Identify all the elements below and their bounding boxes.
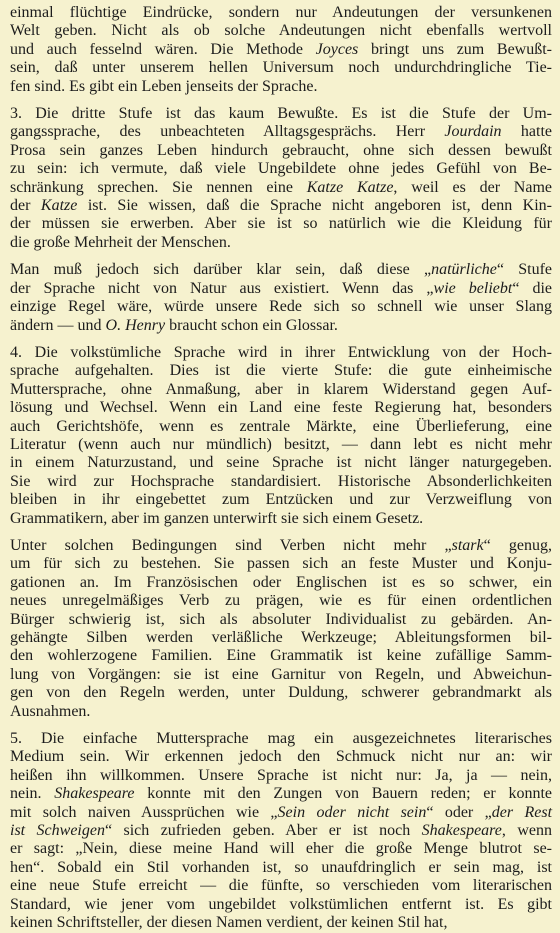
text-line: sprache aufgehalten. Dies ist die vierte Stufe: die gute einheimische: [10, 362, 552, 380]
text-line: gehängte Silben werden verläßliche Werkzeuge; Ableitungsformen bil-: [10, 629, 552, 646]
italic-phrase: Joyces: [315, 40, 359, 58]
text-line: bleiben in ihr eingebettet zum Entzücken und zur Verzweiflung von: [10, 491, 552, 509]
text-line: Standard, wie jener vom ungebildet volkstümlichen entfernt ist. Es gibt: [10, 895, 552, 913]
text-line: keinen Schriftsteller, der diesen Namen verdient, der keinen Stil hat,: [10, 914, 448, 932]
text-line: Bürger schwierig ist, sich als absoluter Individualist zu gebärden. An-: [10, 610, 552, 628]
text-line: 3. Die dritte Stufe ist das kaum Bewußte. Es ist die Stufe der Um-: [10, 105, 552, 123]
paragraph: [10, 4, 552, 96]
text-line: neues unregelmäßiges Verb zu prägen, wie es für einen ordentlichen: [10, 592, 552, 610]
italic-phrase: Katze: [40, 197, 78, 215]
text-line: gangssprache, des unbeachteten Alltagsgesprächs. Herr Jourdain hatte: [10, 123, 552, 141]
italic-phrase: Katze: [306, 178, 344, 196]
text-line: Prosa sein ganzes Leben hindurch gebraucht, ohne sich dessen bewußt: [10, 141, 552, 159]
text-line: fen sind. Es gibt ein Leben jenseits der Sprache.: [10, 77, 318, 95]
text-line: schränkung sprechen. Sie nennen eine Katze Katze, weil es der Name: [10, 178, 552, 196]
page-body: [10, 4, 552, 933]
text-line: Muttersprache, ohne Anmaßung, aber in klarem Widerstand gegen Auf-: [10, 380, 552, 398]
text-line: ändern — und O. Henry braucht schon ein Glossar.: [10, 316, 338, 334]
italic-phrase: Sein oder nicht sein: [277, 803, 427, 821]
text-line: in einem Naturzustand, und seine Sprache ist nicht länger naturgegeben.: [10, 454, 552, 472]
text-line: Ausnahmen.: [10, 702, 91, 720]
text-line: Medium sein. Wir erkennen jedoch den Schmuck nicht nur an: wir: [10, 748, 552, 766]
text-line: den wohlerzogene Familien. Eine Grammatik ist keine zufällige Samm-: [10, 647, 552, 665]
text-line: der müssen sie erwerben. Aber sie ist so natürlich wie die Kleidung für: [10, 215, 552, 233]
italic-phrase: ist Schweigen: [10, 822, 105, 840]
text-line: Literatur (wenn auch nur mündlich) besitzt, — dann lebt es nicht mehr: [10, 435, 552, 453]
text-line: Welt geben. Nicht als ob solche Andeutungen nicht ebenfalls wertvoll: [10, 22, 552, 40]
italic-phrase: O. Henry: [105, 316, 166, 334]
italic-phrase: wie beliebt: [433, 279, 513, 297]
text-line: Sie wird zur Hochsprache standardisiert. Historische Absonderlichkeiten: [10, 472, 552, 490]
text-line: lung von Vorgängen: sie ist eine Garnitur von Regeln, und Abweichun-: [10, 665, 552, 683]
text-line: 4. Die volkstümliche Sprache wird in ihrer Entwicklung von der Hoch-: [10, 343, 552, 361]
text-line: einmal flüchtige Eindrücke, sondern nur Andeutungen der versunkenen: [10, 4, 552, 21]
text-line: hen“. Sobald ein Stil vorhanden ist, so unaufdringlich er sein mag, ist: [10, 858, 552, 876]
text-line: sein, daß unter unserem hellen Universum noch undurchdringliche Tie-: [10, 59, 552, 77]
text-line: eine neue Stufe erreicht — die fünfte, so verschieden vom literarischen: [10, 877, 552, 895]
text-line: gen von den Regeln werden, unter Duldung, schwerer gebrandmarkt als: [10, 684, 552, 702]
text-line: und auch fesselnd wären. Die Methode Joyces bringt uns zum Bewußt-: [10, 40, 552, 58]
text-line: der Sprache nicht von Natur aus existiert. Wenn das „wie beliebt“ die: [10, 279, 553, 297]
text-line: gationen an. Im Französischen oder Englischen ist es so schwer, ein: [10, 573, 552, 591]
italic-phrase: der Rest: [491, 803, 553, 821]
text-line: Unter solchen Bedingungen sind Verben nicht mehr „stark“ genug,: [10, 536, 552, 554]
text-line: heißen ihn willkommen. Unsere Sprache ist nicht nur: Ja, ja — nein,: [10, 766, 552, 784]
text-line: Man muß jedoch sich darüber klar sein, daß diese „natürliche“ Stufe: [10, 261, 553, 279]
text-line: mit solch naiven Aussprüchen wie „Sein oder nicht sein“ oder „der Rest: [10, 803, 553, 821]
paragraph: [10, 105, 552, 252]
text-line: ist Schweigen“ sich zufrieden geben. Aber er ist noch Shakespeare, wenn: [10, 822, 552, 840]
text-line: 5. Die einfache Muttersprache mag ein ausgezeichnetes literarisches: [10, 730, 552, 748]
italic-phrase: natürliche: [431, 261, 497, 279]
text-line: die große Mehrheit der Menschen.: [10, 233, 231, 251]
text-line: lösung und Wechsel. Wenn ein Land eine feste Regierung hat, besonders: [10, 399, 552, 417]
paragraph: [10, 537, 552, 721]
text-line: um für sich zu bestehen. Sie passen sich an feste Muster und Konju-: [10, 555, 552, 573]
paragraph: [10, 261, 552, 335]
text-line: einzige Regel wäre, würde unsere Rede sich so schnell wie unser Slang: [10, 298, 552, 316]
italic-phrase: Shakespeare: [54, 785, 135, 803]
italic-phrase: Jourdain: [444, 123, 502, 141]
text-line: nein. Shakespeare konnte mit den Zungen von Bauern reden; er konnte: [10, 785, 553, 803]
italic-phrase: Katze: [356, 178, 394, 196]
paragraph: [10, 344, 552, 528]
text-line: zu sein: ich vermute, daß viele Ungebildete ohne jedes Gefühl von Be-: [10, 160, 552, 178]
text-line: er sagt: „Nein, diese meine Hand will eher die große Menge blutrot se-: [10, 840, 552, 858]
italic-phrase: stark: [451, 536, 484, 554]
text-line: Grammatikern, aber im ganzen unterwirft sie sich einem Gesetz.: [10, 509, 424, 527]
text-line: auch Gerichtshöfe, wenn es zentrale Märkte, eine Überlieferung, eine: [10, 417, 552, 435]
paragraph: [10, 730, 552, 932]
text-line: der Katze ist. Sie wissen, daß die Sprache nicht angeboren ist, denn Kin-: [10, 197, 552, 215]
italic-phrase: Shakespeare: [421, 822, 502, 840]
